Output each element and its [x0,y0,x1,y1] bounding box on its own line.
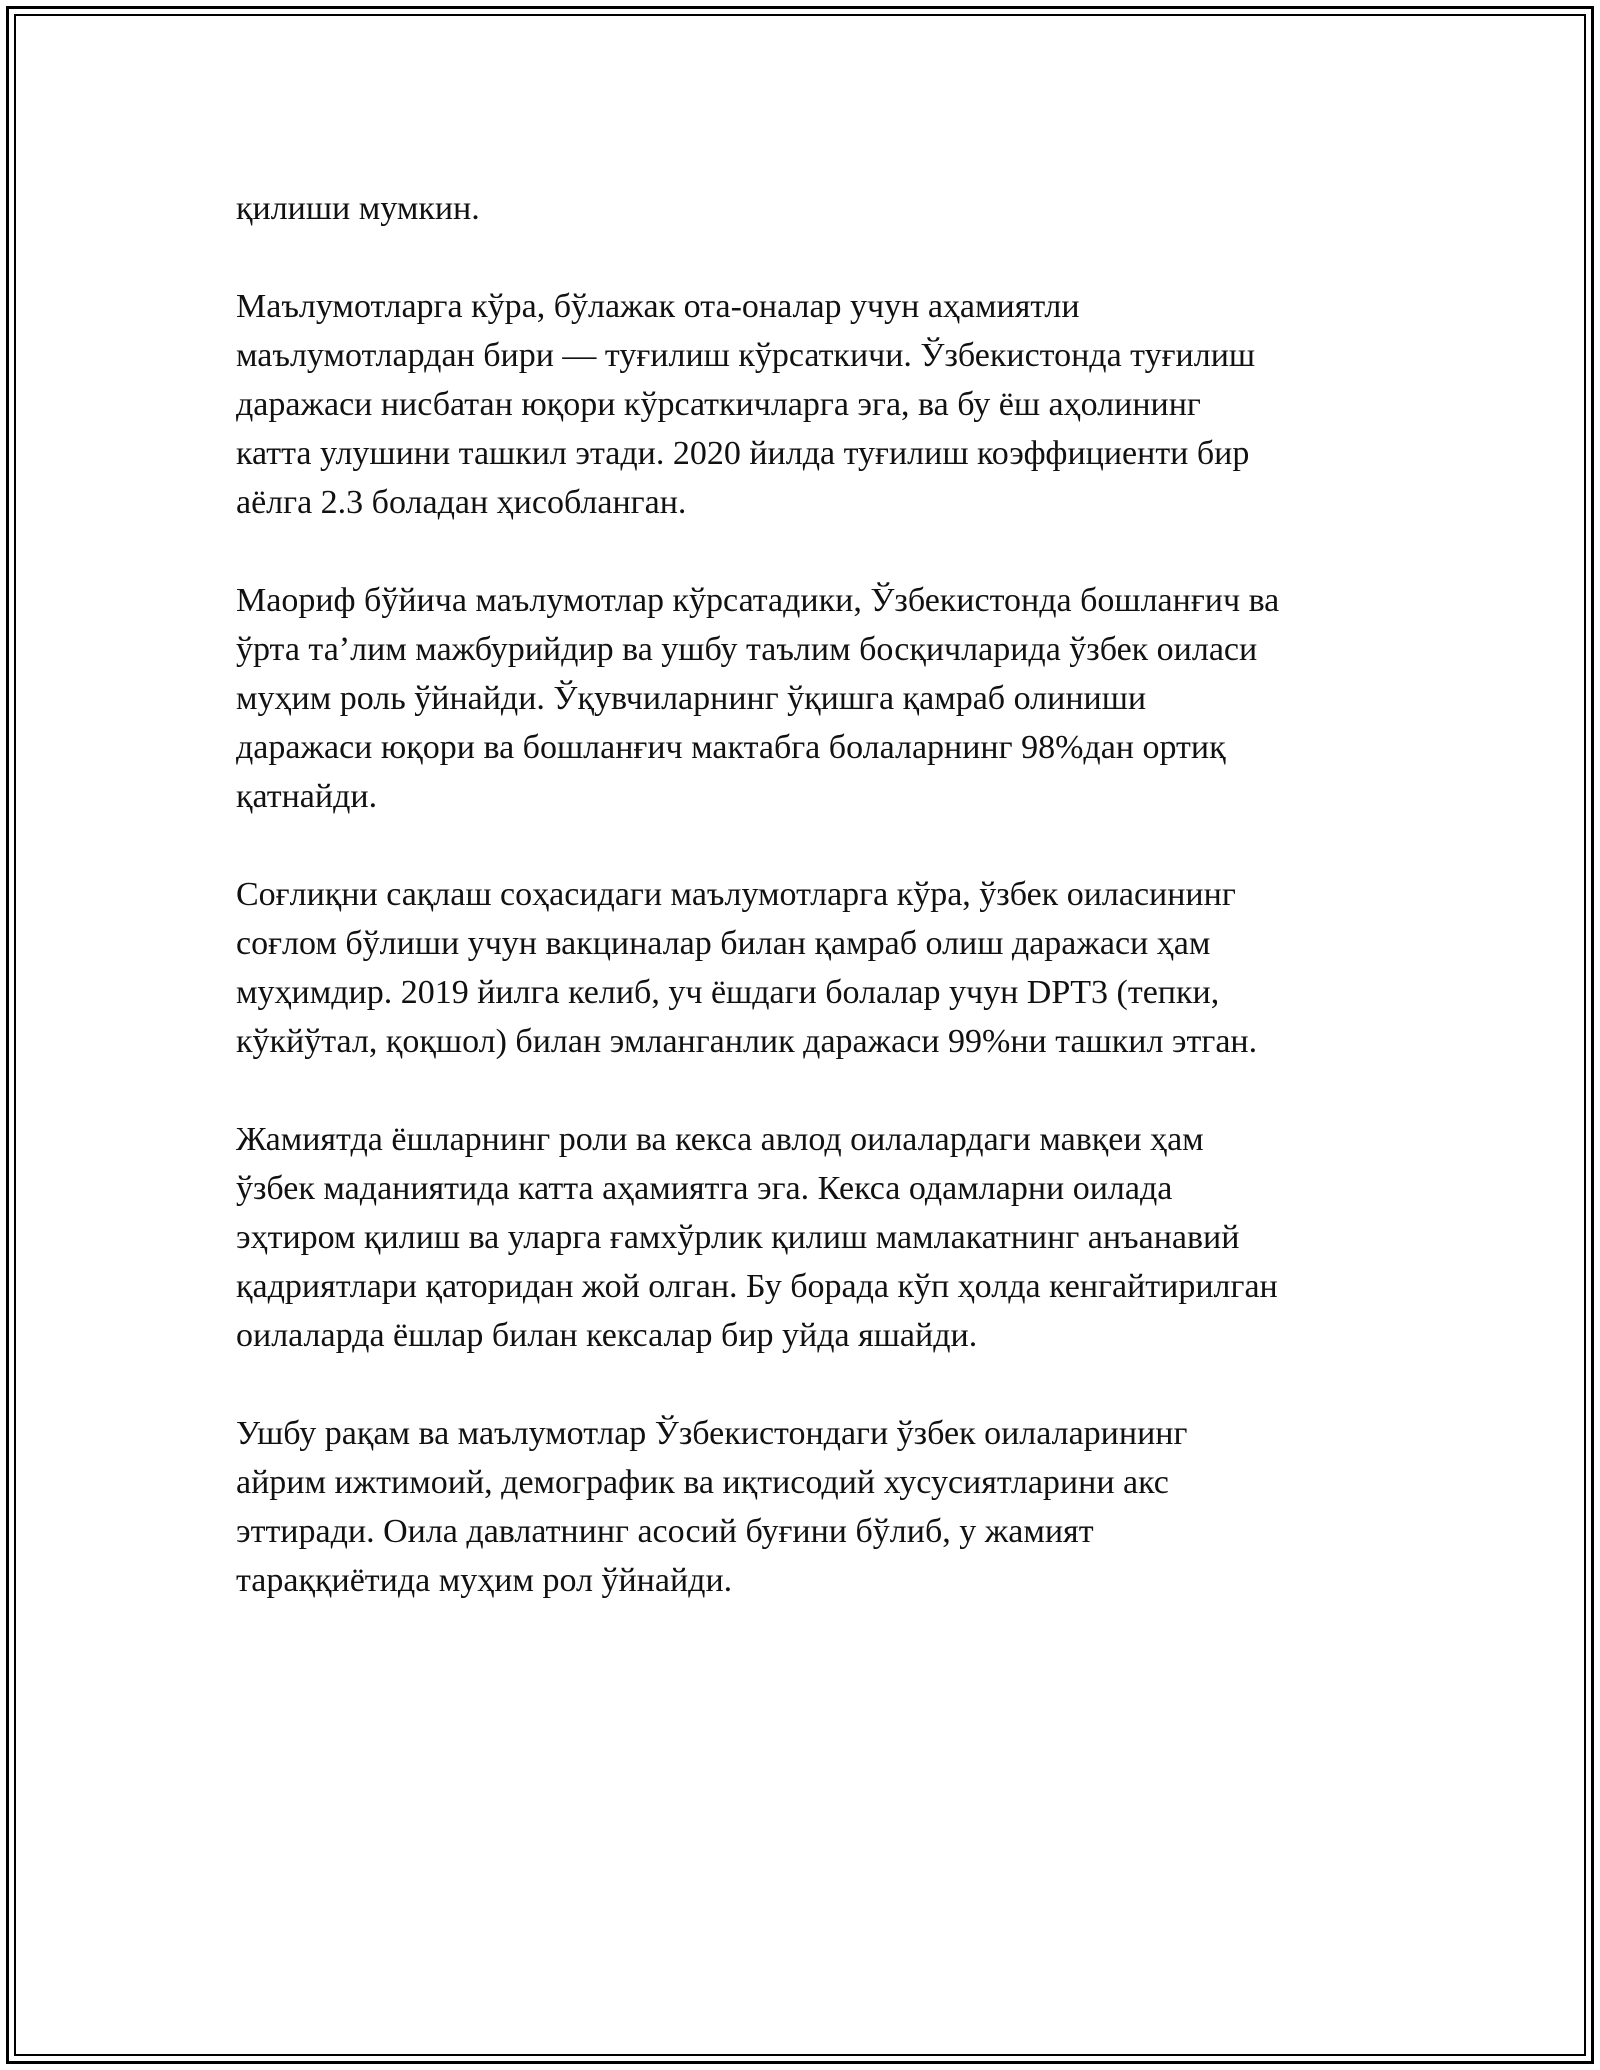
text-line: даражаси нисбатан юқори кўрсаткичларга эга, ва бу ёш аҳолининг [236,386,1201,423]
document-body [236,184,1386,1654]
text-line: айрим ижтимоий, демографик ва иқтисодий хусусиятларини акс [236,1464,1169,1501]
text-line: Маълумотларга кўра, бўлажак ота-оналар учун аҳамиятли [236,288,1080,325]
text-line: ўзбек маданиятида катта аҳамиятга эга. Кекса одамларни оилада [236,1170,1173,1207]
text-line: катта улушини ташкил этади. 2020 йилда туғилиш коэффициенти бир [236,435,1250,472]
text-line: муҳим роль ўйнайди. Ўқувчиларнинг ўқишга қамраб олиниши [236,680,1147,717]
text-line: Соғлиқни сақлаш соҳасидаги маълумотларга кўра, ўзбек оиласининг [236,876,1236,913]
text-line: эҳтиром қилиш ва уларга ғамхўрлик қилиш мамлакатнинг анъанавий [236,1219,1240,1256]
paragraph-3 [236,576,1386,821]
text-line: қилиши мумкин. [236,190,480,227]
paragraph-4 [236,870,1386,1066]
text-line: даражаси юқори ва бошланғич мактабга болаларнинг 98%дан ортиқ [236,729,1226,766]
text-line: оилаларда ёшлар билан кексалар бир уйда яшайди. [236,1317,978,1354]
text-line: кўкйўтал, қоқшол) билан эмланганлик даражаси 99%ни ташкил этган. [236,1023,1258,1060]
text-line: соғлом бўлиши учун вакциналар билан қамраб олиш даражаси ҳам [236,925,1211,962]
paragraph-5 [236,1115,1386,1360]
text-line: муҳимдир. 2019 йилга келиб, уч ёшдаги болалар учун DPT3 (тепки, [236,974,1220,1011]
text-line: қадриятлари қаторидан жой олган. Бу борада кўп ҳолда кенгайтирилган [236,1268,1278,1305]
text-line: маълумотлардан бири — туғилиш кўрсаткичи. Ўзбекистонда туғилиш [236,337,1256,374]
text-line: Маориф бўйича маълумотлар кўрсатадики, Ўзбекистонда бошланғич ва [236,582,1280,619]
text-line: Ушбу рақам ва маълумотлар Ўзбекистондаги ўзбек оилаларининг [236,1415,1188,1452]
text-line: Жамиятда ёшларнинг роли ва кекса авлод оилалардаги мавқеи ҳам [236,1121,1204,1158]
text-line: аёлга 2.3 боладан ҳисобланган. [236,484,687,521]
text-line: тараққиётида муҳим рол ўйнайди. [236,1562,733,1599]
paragraph-2 [236,282,1386,527]
text-line: эттиради. Оила давлатнинг асосий буғини бўлиб, у жамият [236,1513,1094,1550]
paragraph-6 [236,1409,1386,1605]
text-line: ўрта таʼлим мажбурийдир ва ушбу таълим босқичларида ўзбек оиласи [236,631,1258,668]
text-line: қатнайди. [236,778,378,815]
paragraph-1 [236,184,1386,233]
